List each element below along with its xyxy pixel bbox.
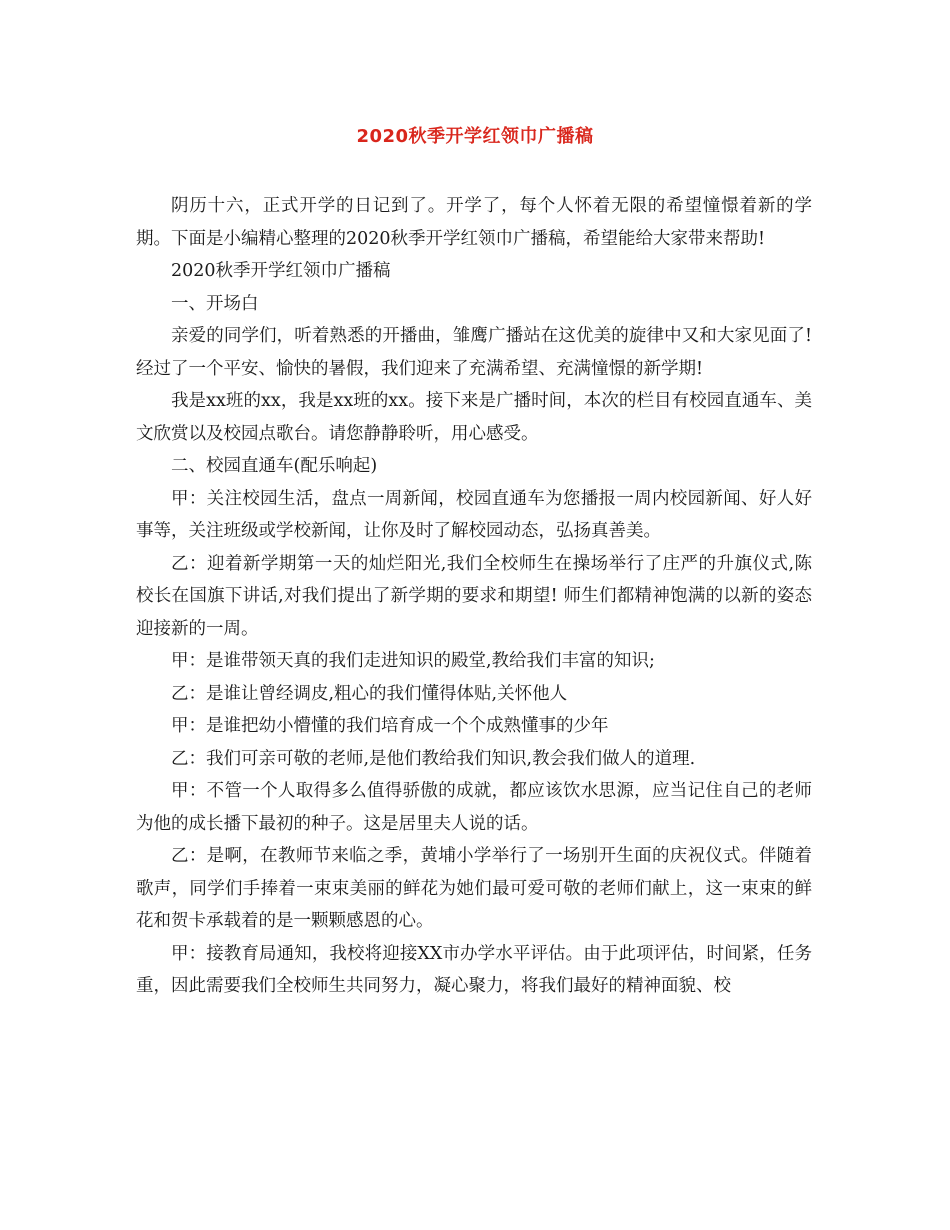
document-body [136,190,812,1003]
section-heading-opening: 一、开场白 [171,293,259,314]
paragraph-subtitle: 2020秋季开学红领巾广播稿 [171,261,391,281]
paragraph: 我是xx班的xx，我是xx班的xx。接下来是广播时间，本次的栏目有校园直通车、美文欣赏以及校园点歌台。请您静静聆听，用心感受。 [136,391,812,444]
section-heading-campus-news: 二、校园直通车(配乐响起) [171,456,378,476]
paragraph: 乙：是谁让曾经调皮,粗心的我们懂得体贴,关怀他人 [171,683,568,704]
paragraph: 甲：是谁带领天真的我们走进知识的殿堂,教给我们丰富的知识; [171,651,655,671]
paragraph: 甲：是谁把幼小懵懂的我们培育成一个个成熟懂事的少年 [171,716,609,736]
paragraph: 乙：我们可亲可敬的老师,是他们教给我们知识,教会我们做人的道理. [171,748,696,769]
paragraph: 乙：是啊，在教师节来临之季，黄埔小学举行了一场别开生面的庆祝仪式。伴随着歌声，同学们手捧着一束束美丽的鲜花为她们最可爱可敬的老师们献上，这一束束的鲜花和贺卡承载着的是一颗颗感恩的心。 [136,846,812,931]
paragraph: 亲爱的同学们，听着熟悉的开播曲，雏鹰广播站在这优美的旋律中又和大家见面了!经过了一个平安、愉快的暑假，我们迎来了充满希望、充满憧憬的新学期! [136,326,812,379]
paragraph: 乙：迎着新学期第一天的灿烂阳光,我们全校师生在操场举行了庄严的升旗仪式,陈校长在国旗下讲话,对我们提出了新学期的要求和期望! 师生们都精神饱满的以新的姿态迎接新的一周。 [136,553,812,639]
paragraph: 甲：接教育局通知，我校将迎接XX市办学水平评估。由于此项评估，时间紧，任务重，因此需要我们全校师生共同努力，凝心聚力，将我们最好的精神面貌、校 [136,943,812,996]
document-title: 2020秋季开学红领巾广播稿 [356,126,594,147]
paragraph-intro: 阴历十六，正式开学的日记到了。开学了，每个人怀着无限的希望憧憬着新的学期。下面是小编精心整理的2020秋季开学红领巾广播稿，希望能给大家带来帮助! [136,196,812,249]
paragraph: 甲：不管一个人取得多么值得骄傲的成就，都应该饮水思源，应当记住自己的老师为他的成长播下最初的种子。这是居里夫人说的话。 [136,781,812,834]
paragraph: 甲：关注校园生活，盘点一周新闻，校园直通车为您播报一周内校园新闻、好人好事等，关注班级或学校新闻，让你及时了解校园动态，弘扬真善美。 [136,488,812,541]
